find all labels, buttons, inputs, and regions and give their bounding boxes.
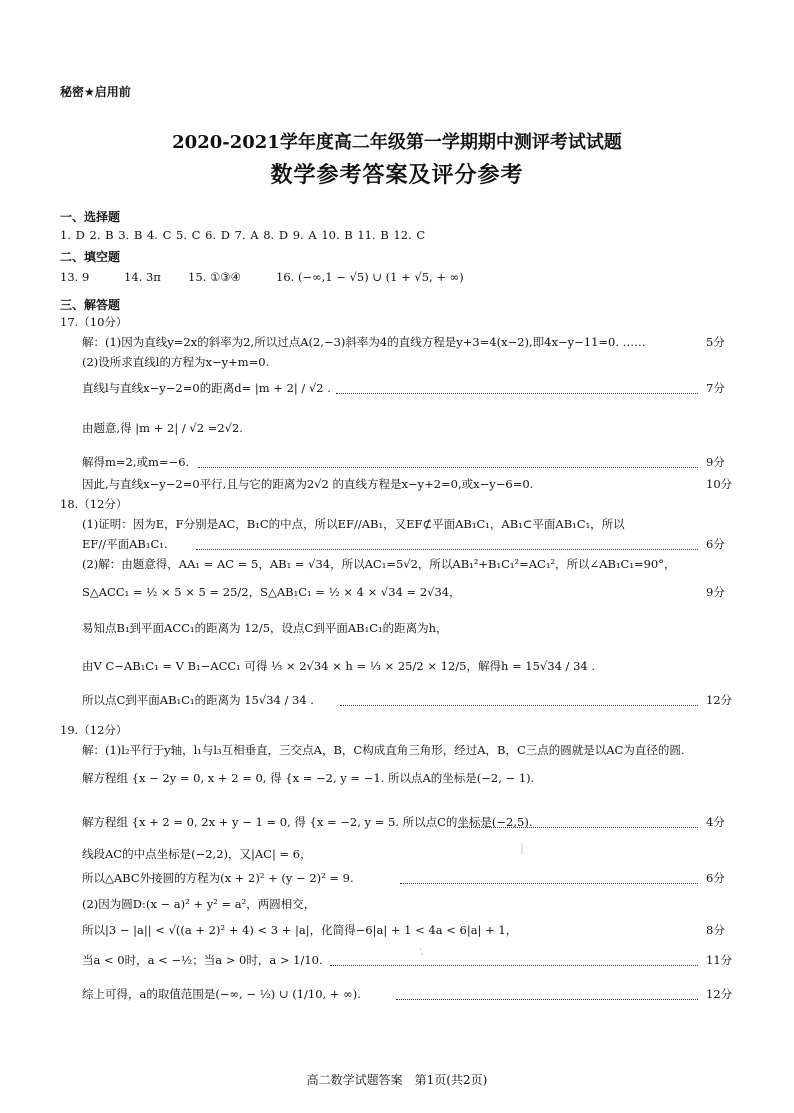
q18-line-7: 所以点C到平面AB₁C₁的距离为 15√34 / 34 . (82, 693, 314, 707)
q18-score-2: 6分 (706, 537, 725, 551)
q19-line-4: 线段AC的中点坐标是(−2,2)，又|AC| = 6， (82, 847, 312, 861)
faint-stamp-mark: ∕ (517, 841, 527, 858)
q18-line-4: S△ACC₁ = ½ × 5 × 5 = 25/2，S△AB₁C₁ = ½ × 4 × √34 = 2√34， (82, 585, 461, 599)
leader-dots (198, 467, 698, 468)
confidential-label: 秘密★启用前 (60, 85, 131, 99)
q19-line-7: 所以|3 − |a|| < √((a + 2)² + 4) < 3 + |a|，化简得−6|a| + 1 < 4a < 6|a| + 1， (82, 923, 518, 937)
q19-score-3: 4分 (706, 815, 725, 829)
q18-line-3: (2)解：由题意得，AA₁ = AC = 5，AB₁ = √34，所以AC₁=5√2，所以AB₁²+B₁C₁²=AC₁²，所以∠AB₁C₁=90°， (82, 557, 676, 571)
q18-line-1: (1)证明：因为E，F分别是AC，B₁C的中点，所以EF//AB₁，又EF⊄平面AB₁C₁，AB₁⊂平面AB₁C₁，所以 (82, 517, 625, 531)
answer-key-title: 数学参考答案及评分参考 (270, 163, 524, 188)
q19-line-2: 解方程组 {x − 2y = 0, x + 2 = 0, 得 {x = −2, y = −1. 所以点A的坐标是(−2, − 1). (82, 771, 535, 785)
q17-score-1: 5分 (706, 335, 725, 349)
fill-answer-16: 16. (−∞,1 − √5) ∪ (1 + √5, + ∞) (276, 270, 464, 284)
q17-line-4: 由题意,得 |m + 2| / √2 =2√2. (82, 421, 243, 435)
q19-line-9: 综上可得，a的取值范围是(−∞, − ½) ∪ (1/10, + ∞). (82, 987, 361, 1001)
section-choice-heading: 一、选择题 (60, 210, 121, 224)
page-footer: 高二数学试题答案 第1页(共2页) (306, 1073, 488, 1087)
leader-dots (330, 965, 698, 966)
q17-score-5: 9分 (706, 455, 725, 469)
q19-line-1: 解：(1)l₂平行于y轴，l₁与l₃互相垂直，三交点A，B，C构成直角三角形，经过A，B，C三点的圆就是以AC为直径的圆. (82, 743, 685, 757)
q18-line-2: EF//平面AB₁C₁. (82, 537, 168, 551)
q19-line-6: (2)因为圆D:(x − a)² + y² = a²，两圆相交， (82, 897, 316, 911)
q17-line-2: (2)设所求直线l的方程为x−y+m=0. (82, 355, 270, 369)
leader-dots (400, 883, 698, 884)
fill-answer-13: 13. 9 (60, 270, 90, 284)
section-fill-heading: 二、填空题 (60, 250, 121, 264)
q18-score-7: 12分 (706, 693, 733, 707)
q17-score-3: 7分 (706, 381, 725, 395)
q19-heading: 19.（12分） (60, 723, 128, 737)
section-solve-heading: 三、解答题 (60, 298, 121, 312)
leader-dots (340, 705, 698, 706)
q17-line-6: 因此,与直线x−y−2=0平行,且与它的距离为2√2 的直线方程是x−y+2=0,或x−y−6=0. (82, 477, 534, 491)
q18-line-6: 由V C−AB₁C₁ = V B₁−ACC₁ 可得 ⅓ × 2√34 × h = ⅓ × 25/2 × 12/5，解得h = 15√34 / 34 . (82, 659, 596, 673)
leader-dots (396, 999, 698, 1000)
q17-score-6: 10分 (706, 477, 733, 491)
q18-heading: 18.（12分） (60, 497, 128, 511)
q19-score-5: 6分 (706, 871, 725, 885)
q17-line-1: 解：(1)因为直线y=2x的斜率为2,所以过点A(2,−3)斜率为4的直线方程是y+3=4(x−2),即4x−y−11=0. …… (82, 335, 646, 349)
leader-dots (196, 549, 698, 550)
q18-line-5: 易知点B₁到平面ACC₁的距离为 12/5，设点C到平面AB₁C₁的距离为h， (82, 621, 448, 635)
exam-title: 2020-2021学年度高二年级第一学期期中测评考试试题 (172, 132, 622, 153)
q19-score-9: 12分 (706, 987, 733, 1001)
choice-answers: 1. D 2. B 3. B 4. C 5. C 6. D 7. A 8. D 9. A 10. B 11. B 12. C (60, 228, 426, 242)
faint-stamp-mark: ∶ (417, 944, 426, 961)
fill-answer-15: 15. ①③④ (188, 270, 241, 284)
q17-line-5: 解得m=2,或m=−6. (82, 455, 190, 469)
q17-line-3: 直线l与直线x−y−2=0的距离d= |m + 2| / √2 . (82, 381, 331, 395)
leader-dots (336, 393, 698, 394)
fill-answer-14: 14. 3π (124, 270, 161, 284)
q19-line-3: 解方程组 {x + 2 = 0, 2x + y − 1 = 0, 得 {x = −2, y = 5. 所以点C的坐标是(−2,5). (82, 815, 533, 829)
q19-line-5: 所以△ABC外接圆的方程为(x + 2)² + (y − 2)² = 9. (82, 871, 354, 885)
q18-score-4: 9分 (706, 585, 725, 599)
q19-score-8: 11分 (706, 953, 733, 967)
q19-line-8: 当a < 0时，a < −½；当a > 0时，a > 1/10. (82, 953, 323, 967)
q19-score-7: 8分 (706, 923, 725, 937)
leader-dots (458, 827, 698, 828)
q17-heading: 17.（10分） (60, 315, 128, 329)
